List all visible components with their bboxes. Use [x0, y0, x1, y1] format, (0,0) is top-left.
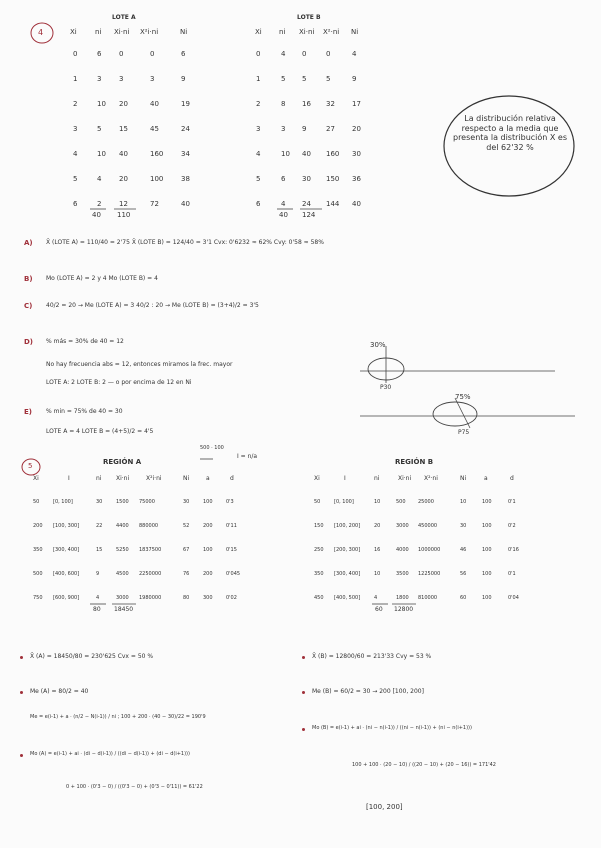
table-cell: 6 — [181, 50, 186, 58]
table-cell: 1980000 — [139, 595, 162, 601]
table-cell: 6 — [281, 175, 286, 183]
table-cell: 5 — [326, 75, 331, 83]
table-cell: 2250000 — [139, 571, 162, 577]
sketch-p30-label: P30 — [380, 384, 392, 391]
table-cell: 0 — [302, 50, 307, 58]
table-cell: 0'2 — [508, 523, 516, 529]
table-cell: 2 — [97, 200, 102, 208]
answer-d-line1: % más = 30% de 40 = 12 — [46, 338, 124, 345]
answer-a-text: X̄ (LOTE A) = 110/40 = 2'75 X̄ (LOTE B) = 124/40 = 3'1 Cvx: 0'6232 ≈ 62% Cvy: 0'58 ≈ 58% — [46, 239, 324, 246]
table-header: I — [68, 475, 70, 482]
table-cell: 4000 — [396, 547, 409, 553]
table-cell: 36 — [352, 175, 361, 183]
table-cell: 3 — [150, 75, 155, 83]
lote-a-total-xn: 110 — [117, 211, 131, 219]
mean-b: X̄ (B) = 12800/60 = 213'33 Cvy = 53 % — [312, 653, 432, 660]
table-cell: [200, 300] — [334, 547, 361, 553]
table-cell: 10 — [374, 499, 381, 505]
table-cell: 12 — [119, 200, 128, 208]
table-header: a — [484, 475, 488, 482]
table-cell: 15 — [96, 547, 103, 553]
table-cell: [300, 400] — [334, 571, 361, 577]
note-top2: I = n/a — [237, 453, 258, 460]
mean-a: X̄ (A) = 18450/80 = 230'625 Cvx = 50 % — [30, 653, 154, 660]
mode-b-value: 100 + 100 · (20 − 10) / ((20 − 10) + (20 − 16)) = 171'42 — [352, 762, 496, 768]
table-cell: 100 — [482, 595, 492, 601]
table-cell: 1225000 — [418, 571, 441, 577]
table-header: d — [510, 475, 514, 482]
table-cell: 6 — [97, 50, 102, 58]
table-cell: 144 — [326, 200, 340, 208]
region-b-title: REGIÓN B — [395, 458, 434, 466]
mode-b: Mo (B) = e(i-1) + ai · (ni − n(i-1)) / ((ni − n(i-1)) + (ni − n(i+1))) — [312, 725, 472, 731]
table-cell: 30 — [352, 150, 361, 158]
table-header: Xi·ni — [116, 475, 130, 482]
table-cell: [300, 400] — [53, 547, 80, 553]
table-cell: 30 — [183, 499, 190, 505]
table-header: Xi·ni — [299, 28, 315, 36]
table-cell: 4400 — [116, 523, 129, 529]
table-cell: 100 — [203, 547, 213, 553]
table-cell: 56 — [460, 571, 467, 577]
region-a-total-xn: 18450 — [114, 606, 134, 613]
table-cell: 10 — [281, 150, 290, 158]
table-cell: 200 — [203, 571, 213, 577]
table-cell: 9 — [96, 571, 100, 577]
table-cell: 17 — [352, 100, 361, 108]
table-cell: 0 — [119, 50, 124, 58]
table-cell: 67 — [183, 547, 190, 553]
answer-c-label: C) — [24, 302, 33, 310]
answer-e-label: E) — [24, 408, 32, 416]
table-header: X²·ni — [323, 28, 340, 36]
table-header: I — [344, 475, 346, 482]
median-a-formula: Me = e(i-1) + a · (n/2 − N(i-1)) / ni ; 100 + 200 · (40 − 30)/22 = 190'9 — [30, 714, 206, 720]
table-header: X²·ni — [424, 475, 438, 482]
table-cell: 24 — [302, 200, 311, 208]
table-cell: 5 — [73, 175, 78, 183]
table-cell: [0, 100] — [334, 499, 354, 505]
table-cell: 0'11 — [226, 523, 237, 529]
table-cell: 450 — [314, 595, 324, 601]
sketch-75-label: 75% — [455, 393, 471, 401]
table-cell: [100, 200] — [334, 523, 361, 529]
table-cell: 10 — [374, 571, 381, 577]
table-cell: 19 — [181, 100, 190, 108]
table-header: Ni — [460, 475, 467, 482]
table-header: Xi·ni — [398, 475, 412, 482]
table-cell: 350 — [33, 547, 43, 553]
table-cell: 200 — [203, 523, 213, 529]
table-cell: 9 — [302, 125, 307, 133]
table-cell: 3000 — [396, 523, 409, 529]
table-cell: [400, 600] — [53, 571, 80, 577]
table-cell: 0 — [326, 50, 331, 58]
table-cell: 20 — [374, 523, 381, 529]
table-cell: 3500 — [396, 571, 409, 577]
table-cell: 30 — [302, 175, 311, 183]
answer-d-label: D) — [24, 338, 34, 346]
table-cell: 32 — [326, 100, 335, 108]
table-cell: 72 — [150, 200, 159, 208]
bubble-note: La distribución relativa respecto a la media que presenta la distribución X es del 62'32 % — [452, 114, 568, 152]
table-cell: 0'16 — [508, 547, 519, 553]
bullet — [20, 656, 23, 659]
table-header: Ni — [183, 475, 190, 482]
table-cell: 100 — [482, 571, 492, 577]
table-cell: 100 — [150, 175, 164, 183]
lote-a-total-n: 40 — [92, 211, 101, 219]
table-cell: 160 — [150, 150, 164, 158]
table-header: Ni — [180, 28, 188, 36]
bullet — [302, 691, 305, 694]
table-cell: 250 — [314, 547, 324, 553]
table-cell: [400, 500] — [334, 595, 361, 601]
table-cell: 1500 — [116, 499, 129, 505]
bullet — [20, 691, 23, 694]
table-cell: 1 — [73, 75, 78, 83]
table-header: ni — [374, 475, 380, 482]
table-cell: 3 — [73, 125, 78, 133]
table-cell: 10 — [97, 100, 106, 108]
table-cell: 5 — [281, 75, 286, 83]
table-header: Xi — [314, 475, 320, 482]
table-cell: 8 — [281, 100, 286, 108]
lote-b-total-xn: 124 — [302, 211, 316, 219]
table-cell: 4 — [374, 595, 378, 601]
table-cell: 9 — [352, 75, 357, 83]
table-header: a — [206, 475, 210, 482]
table-cell: 0 — [256, 50, 261, 58]
table-cell: 30 — [460, 523, 467, 529]
table-cell: 500 — [33, 571, 43, 577]
lote-b-total-n: 40 — [279, 211, 288, 219]
table-cell: 10 — [97, 150, 106, 158]
table-header: Ni — [351, 28, 359, 36]
table-cell: [600, 900] — [53, 595, 80, 601]
table-cell: 1000000 — [418, 547, 441, 553]
table-cell: 0'02 — [226, 595, 237, 601]
table-cell: 52 — [183, 523, 190, 529]
table-cell: 0'1 — [508, 499, 516, 505]
table-cell: 350 — [314, 571, 324, 577]
table-cell: 80 — [183, 595, 190, 601]
median-a: Me (A) = 80/2 = 40 — [30, 688, 89, 695]
table-cell: 30 — [96, 499, 103, 505]
table-header: Xi — [255, 28, 262, 36]
table-cell: 20 — [119, 100, 128, 108]
lote-a-title: LOTE A — [112, 14, 136, 21]
problem-4-number: 4 — [38, 28, 44, 37]
table-cell: 300 — [203, 595, 213, 601]
table-cell: 3 — [119, 75, 124, 83]
answer-c-text: 40/2 = 20 → Me (LOTE A) = 3 40/2 : 20 → Me (LOTE B) = (3+4)/2 = 3'5 — [46, 302, 259, 309]
table-cell: 75000 — [139, 499, 155, 505]
table-header: d — [230, 475, 234, 482]
table-header: X²i·ni — [146, 475, 162, 482]
table-cell: 100 — [482, 547, 492, 553]
table-cell: 810000 — [418, 595, 438, 601]
answer-b-label: B) — [24, 275, 33, 283]
table-cell: 27 — [326, 125, 335, 133]
table-cell: 40 — [181, 200, 190, 208]
table-cell: 4 — [281, 50, 286, 58]
table-cell: 1 — [256, 75, 261, 83]
table-cell: 4 — [96, 595, 100, 601]
table-cell: 750 — [33, 595, 43, 601]
table-cell: 100 — [203, 499, 213, 505]
table-cell: 46 — [460, 547, 467, 553]
table-cell: 50 — [314, 499, 321, 505]
table-cell: 6 — [73, 200, 78, 208]
note-top: 500 · 100 — [200, 445, 224, 451]
table-header: X²i·ni — [140, 28, 159, 36]
region-b-total-xn: 12800 — [394, 606, 414, 613]
answer-d-line2: No hay frecuencia abs = 12, entonces miramos la frec. mayor — [46, 361, 233, 368]
table-cell: 0'1 — [508, 571, 516, 577]
table-cell: 1800 — [396, 595, 409, 601]
table-cell: 20 — [119, 175, 128, 183]
answer-a-label: A) — [24, 239, 33, 247]
table-cell: 3000 — [116, 595, 129, 601]
table-cell: 200 — [33, 523, 43, 529]
table-cell: 150 — [326, 175, 340, 183]
table-cell: 3 — [281, 125, 286, 133]
table-cell: 450000 — [418, 523, 438, 529]
table-cell: 40 — [150, 100, 159, 108]
table-header: ni — [96, 475, 102, 482]
table-cell: 20 — [352, 125, 361, 133]
final-interval: [100, 200] — [366, 803, 403, 811]
table-cell: 150 — [314, 523, 324, 529]
median-b: Me (B) = 60/2 = 30 → 200 [100, 200] — [312, 688, 424, 695]
table-cell: [0, 100] — [53, 499, 73, 505]
table-cell: 50 — [33, 499, 40, 505]
table-cell: 160 — [326, 150, 340, 158]
table-cell: 15 — [119, 125, 128, 133]
table-cell: 2 — [73, 100, 78, 108]
table-header: Xi — [70, 28, 77, 36]
table-cell: 9 — [181, 75, 186, 83]
table-cell: 25000 — [418, 499, 434, 505]
table-cell: 34 — [181, 150, 190, 158]
table-cell: 0'15 — [226, 547, 237, 553]
table-cell: 16 — [374, 547, 381, 553]
table-cell: 500 — [396, 499, 406, 505]
bullet — [20, 754, 23, 757]
table-cell: 24 — [181, 125, 190, 133]
table-cell: 4 — [256, 150, 261, 158]
table-cell: 0'04 — [508, 595, 519, 601]
table-cell: 60 — [460, 595, 467, 601]
table-cell: 4500 — [116, 571, 129, 577]
table-cell: 45 — [150, 125, 159, 133]
mode-a: Mo (A) = e(i-1) + ai · (di − d(i-1)) / ((di − d(i-1)) + (di − d(i+1))) — [30, 751, 190, 757]
sketch-p75-label: P75 — [458, 429, 470, 436]
table-cell: 10 — [460, 499, 467, 505]
table-cell: [100, 300] — [53, 523, 80, 529]
table-cell: 0'045 — [226, 571, 241, 577]
table-cell: 0 — [150, 50, 155, 58]
table-cell: 3 — [97, 75, 102, 83]
table-cell: 0 — [73, 50, 78, 58]
table-header: Xi·ni — [114, 28, 130, 36]
region-a-title: REGIÓN A — [103, 458, 142, 466]
answer-d-line3: LOTE A: 2 LOTE B: 2 — o por encima de 12 en Ni — [46, 379, 192, 386]
table-cell: 3 — [256, 125, 261, 133]
table-cell: 4 — [352, 50, 357, 58]
table-cell: 4 — [281, 200, 286, 208]
table-cell: 5 — [256, 175, 261, 183]
table-header: ni — [279, 28, 286, 36]
table-cell: 16 — [302, 100, 311, 108]
table-cell: 40 — [302, 150, 311, 158]
table-cell: 4 — [97, 175, 102, 183]
answer-e-line2: LOTE A = 4 LOTE B = (4+5)/2 = 4'5 — [46, 428, 154, 435]
table-cell: 880000 — [139, 523, 159, 529]
sketch-30-label: 30% — [370, 341, 386, 349]
table-cell: 2 — [256, 100, 261, 108]
table-cell: 5 — [302, 75, 307, 83]
region-a-total-n: 80 — [93, 606, 101, 613]
bullet — [302, 728, 305, 731]
table-cell: 100 — [482, 523, 492, 529]
table-cell: 5250 — [116, 547, 129, 553]
problem-5-number: 5 — [28, 462, 33, 470]
table-cell: 76 — [183, 571, 190, 577]
answer-e-line1: % min = 75% de 40 = 30 — [46, 408, 123, 415]
table-header: Xi — [33, 475, 39, 482]
table-cell: 40 — [352, 200, 361, 208]
table-cell: 38 — [181, 175, 190, 183]
table-cell: 22 — [96, 523, 103, 529]
table-cell: 40 — [119, 150, 128, 158]
mode-a-value: 0 + 100 · (0'3 − 0) / ((0'3 − 0) + (0'3 − 0'11)) = 61'22 — [66, 784, 203, 790]
table-header: ni — [95, 28, 102, 36]
answer-b-text: Mo (LOTE A) = 2 y 4 Mo (LOTE B) = 4 — [46, 275, 158, 282]
table-cell: 6 — [256, 200, 261, 208]
region-b-total-n: 60 — [375, 606, 383, 613]
table-cell: 5 — [97, 125, 102, 133]
table-cell: 0'3 — [226, 499, 234, 505]
table-cell: 4 — [73, 150, 78, 158]
table-cell: 1837500 — [139, 547, 162, 553]
lote-b-title: LOTE B — [297, 14, 321, 21]
table-cell: 100 — [482, 499, 492, 505]
bullet — [302, 656, 305, 659]
